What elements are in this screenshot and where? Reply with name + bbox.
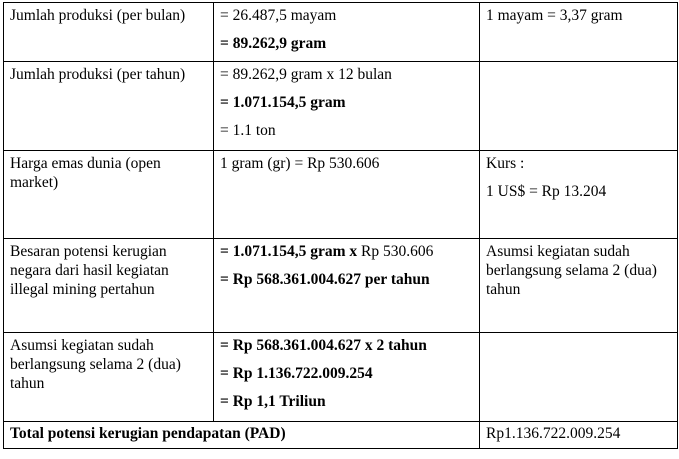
calc-line-3: = Rp 1,1 Triliun bbox=[220, 393, 326, 410]
note-cell bbox=[480, 333, 678, 422]
calc-line-1-bold: = 1.071.154,5 gram x bbox=[220, 243, 358, 260]
calculation-cell bbox=[214, 239, 480, 333]
calc-line-1 bbox=[220, 242, 473, 261]
calc-line-2: = 89.262,9 gram bbox=[220, 35, 327, 52]
calculation-cell bbox=[214, 151, 480, 239]
calc-line-2: = Rp 1.136.722.009.254 bbox=[220, 365, 373, 382]
total-value: Rp1.136.722.009.254 bbox=[486, 425, 621, 442]
exchange-rate-value: 1 US$ = Rp 13.204 bbox=[486, 183, 607, 200]
calc-line-1: = 26.487,5 mayam bbox=[220, 7, 337, 24]
calc-line-1: = 89.262,9 gram x 12 bulan bbox=[220, 66, 392, 83]
calc-line-2: = 1.071.154,5 gram bbox=[220, 94, 346, 111]
row-label: Jumlah produksi (per tahun) bbox=[10, 66, 186, 83]
total-value-cell bbox=[480, 422, 678, 449]
table-row-yearly-loss bbox=[4, 239, 678, 333]
row-label-cell bbox=[4, 62, 214, 151]
exchange-rate-label: Kurs : bbox=[486, 155, 525, 172]
row-label-cell bbox=[4, 333, 214, 422]
note-cell bbox=[480, 151, 678, 239]
calculation-cell bbox=[214, 3, 480, 62]
table-row-two-year-loss bbox=[4, 333, 678, 422]
note-cell bbox=[480, 239, 678, 333]
loss-calculation-table bbox=[3, 2, 678, 449]
total-label: Total potensi kerugian pendapatan (PAD) bbox=[10, 425, 286, 442]
row-label: Besaran potensi kerugian negara dari hasil kegiatan illegal mining pertahun bbox=[10, 243, 169, 298]
calc-line-2: = Rp 568.361.004.627 per tahun bbox=[220, 271, 430, 288]
calculation-cell bbox=[214, 62, 480, 151]
table-row-yearly-production bbox=[4, 62, 678, 151]
note-cell bbox=[480, 62, 678, 151]
assumption-note: Asumsi kegiatan sudah berlangsung selama 2 (dua) tahun bbox=[486, 243, 657, 298]
calc-line-3: = 1.1 ton bbox=[220, 122, 276, 139]
row-label: Asumsi kegiatan sudah berlangsung selama 2 (dua) tahun bbox=[10, 337, 181, 392]
calc-line-1: 1 gram (gr) = Rp 530.606 bbox=[220, 155, 380, 172]
table-row-monthly-production bbox=[4, 3, 678, 62]
calc-line-1-regular: Rp 530.606 bbox=[357, 243, 434, 260]
table-row-total bbox=[4, 422, 678, 449]
note-cell bbox=[480, 3, 678, 62]
row-label: Harga emas dunia (open market) bbox=[10, 155, 161, 191]
conversion-note: 1 mayam = 3,37 gram bbox=[486, 7, 623, 24]
row-label: Jumlah produksi (per bulan) bbox=[10, 7, 186, 24]
total-label-cell bbox=[4, 422, 480, 449]
row-label-cell bbox=[4, 239, 214, 333]
row-label-cell bbox=[4, 151, 214, 239]
calculation-cell bbox=[214, 333, 480, 422]
table-row-gold-price bbox=[4, 151, 678, 239]
row-label-cell bbox=[4, 3, 214, 62]
calc-line-1: = Rp 568.361.004.627 x 2 tahun bbox=[220, 337, 427, 354]
